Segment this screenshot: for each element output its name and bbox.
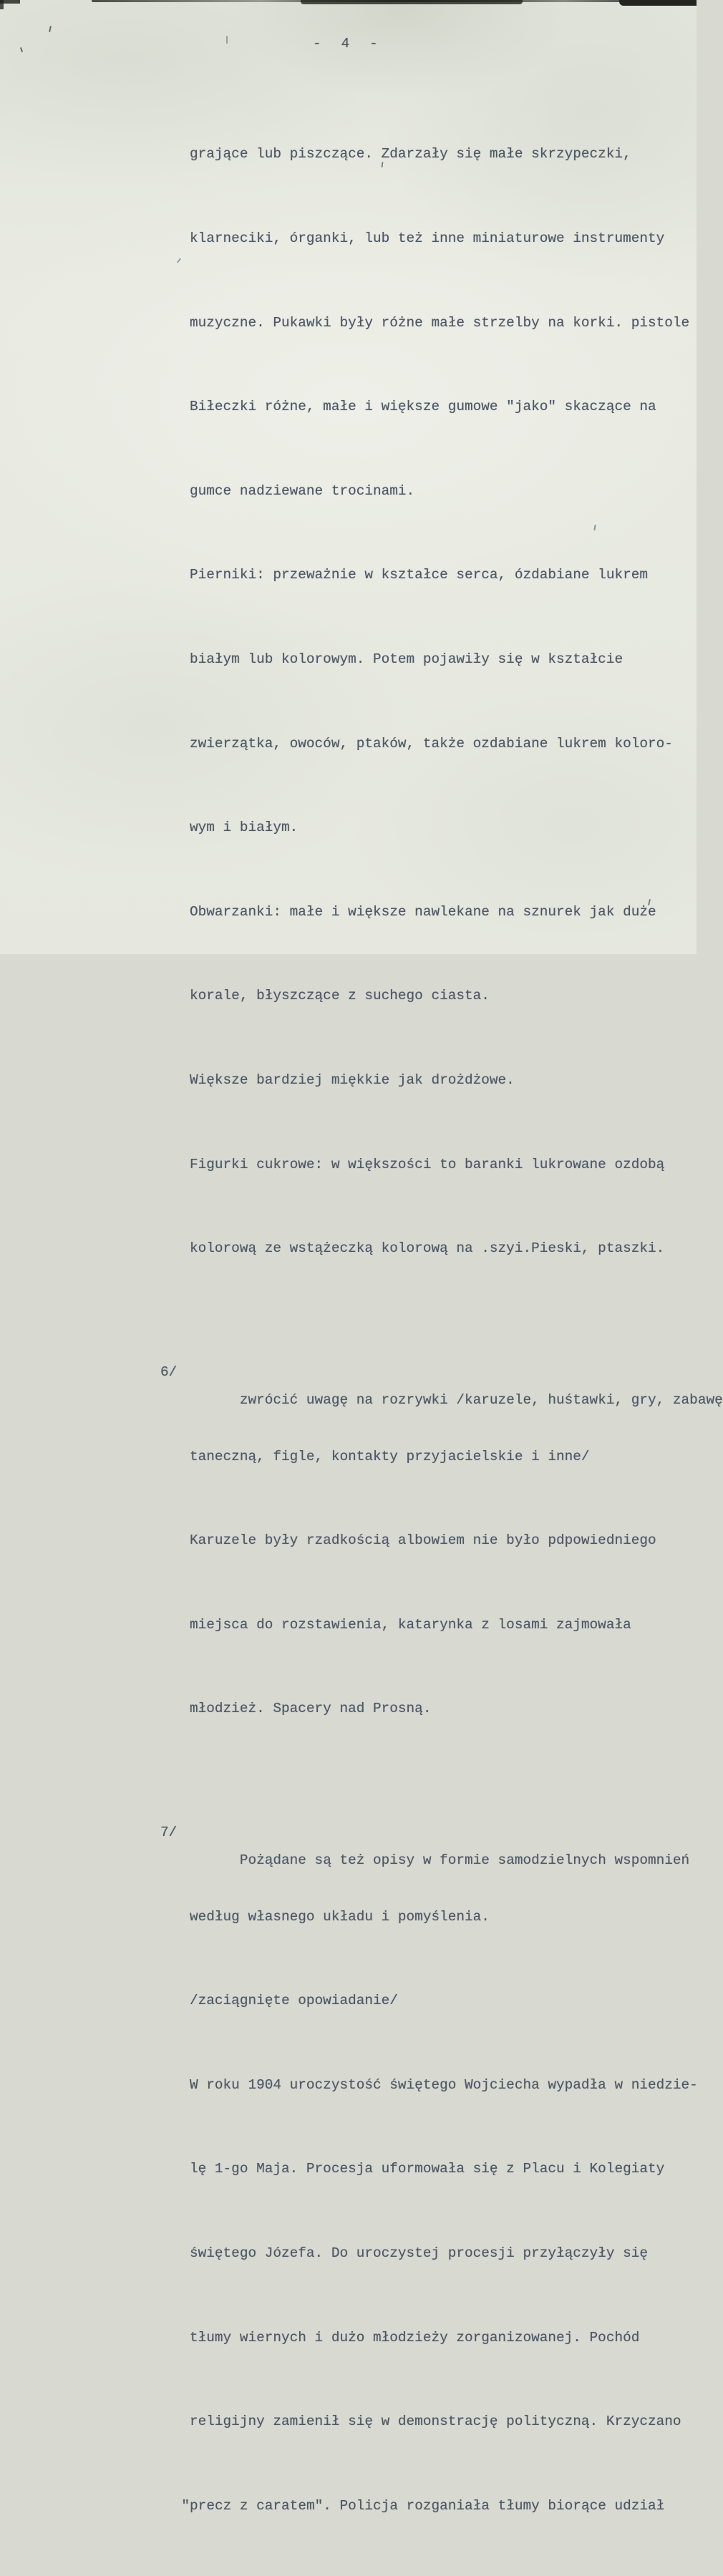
text-line: Większe bardziej miękkie jak drożdżowe.: [190, 1071, 515, 1088]
list-item-6: [160, 1359, 723, 1409]
text-line: Obwarzanki: małe i większe nawlekane na sznurek jak duże: [190, 903, 656, 920]
text-line: Karuzele były rzadkością albowiem nie było pdpowiedniego: [190, 1532, 656, 1549]
text-line: białym lub kolorowym. Potem pojawiły się w kształcie: [190, 651, 623, 667]
text-line: świętego Józefa. Do uroczystej procesji przyłączyły się: [190, 2245, 648, 2262]
text-line: klarneciki, órganki, lub też inne miniaturowe instrumenty: [190, 230, 665, 246]
text-line: /zaciągnięte opowiadanie/: [190, 1993, 398, 2009]
item-text: Pożądane są też opisy w formie samodzielnych wspomnień: [239, 1852, 690, 1869]
text-line: Figurki cukrowe: w większości to baranki lukrowane ozdobą: [190, 1156, 665, 1172]
text-line: lę 1-go Maja. Procesja uformowała się z Placu i Kolegiaty: [190, 2161, 665, 2177]
text-line: korale, błyszczące z suchego ciasta.: [190, 988, 490, 1004]
text-line: religijny zamienił się w demonstrację polityczną. Krzyczano: [190, 2414, 681, 2430]
ink-speck: [49, 26, 52, 32]
text-line: kolorową ze wstążeczką kolorową na .szyi.Pieski, ptaszki.: [190, 1240, 665, 1257]
text-line: W roku 1904 uroczystość świętego Wojciecha wypadła w niedzie-: [190, 2076, 698, 2093]
text-line: Pierniki: przeważnie w kształce serca, ózdabiane lukrem: [190, 567, 648, 583]
item-text: zwrócić uwagę na rozrywki /karuzele, huśtawki, gry, zabawę: [239, 1392, 723, 1409]
text-line: Biłeczki różne, małe i większe gumowe "jako" skaczące na: [190, 399, 656, 415]
page-number: - 4 -: [313, 36, 384, 52]
item-marker: 6/: [160, 1364, 178, 1380]
scan-edge-artifact: [0, 0, 4, 9]
text-line: miejsca do rozstawienia, katarynka z losami zajmowała: [190, 1616, 631, 1633]
text-line: młodzież. Spacery nad Prosną.: [190, 1701, 432, 1717]
text-line: grające lub piszczące. Zdarzały się małe skrzypeczki,: [190, 146, 631, 162]
list-item-7: [160, 1819, 705, 1869]
text-line: muzyczne. Pukawki były różne małe strzelby na korki. pistole: [190, 314, 690, 331]
text-line: "precz z caratem". Policja rozganiała tłumy biorące udział: [181, 2497, 665, 2514]
text-line: gumce nadziewane trocinami.: [190, 482, 415, 499]
text-line: taneczną, figle, kontakty przyjacielskie i inne/: [190, 1448, 590, 1464]
text-line: tłumy wiernych i dużo młodzieży zorganizowanej. Pochód: [190, 2329, 640, 2346]
typewritten-text: [160, 84, 723, 2576]
item-marker: 7/: [160, 1824, 178, 1841]
text-line: wym i białym.: [190, 820, 299, 836]
scan-edge-artifact: [301, 0, 523, 4]
text-line: według własnego układu i pomyślenia.: [190, 1908, 490, 1925]
text-line: zwierzątka, owoców, ptaków, także ozdabiane lukrem koloro-: [190, 735, 673, 752]
scan-edge-artifact: [619, 0, 697, 6]
ink-speck: [177, 258, 182, 263]
